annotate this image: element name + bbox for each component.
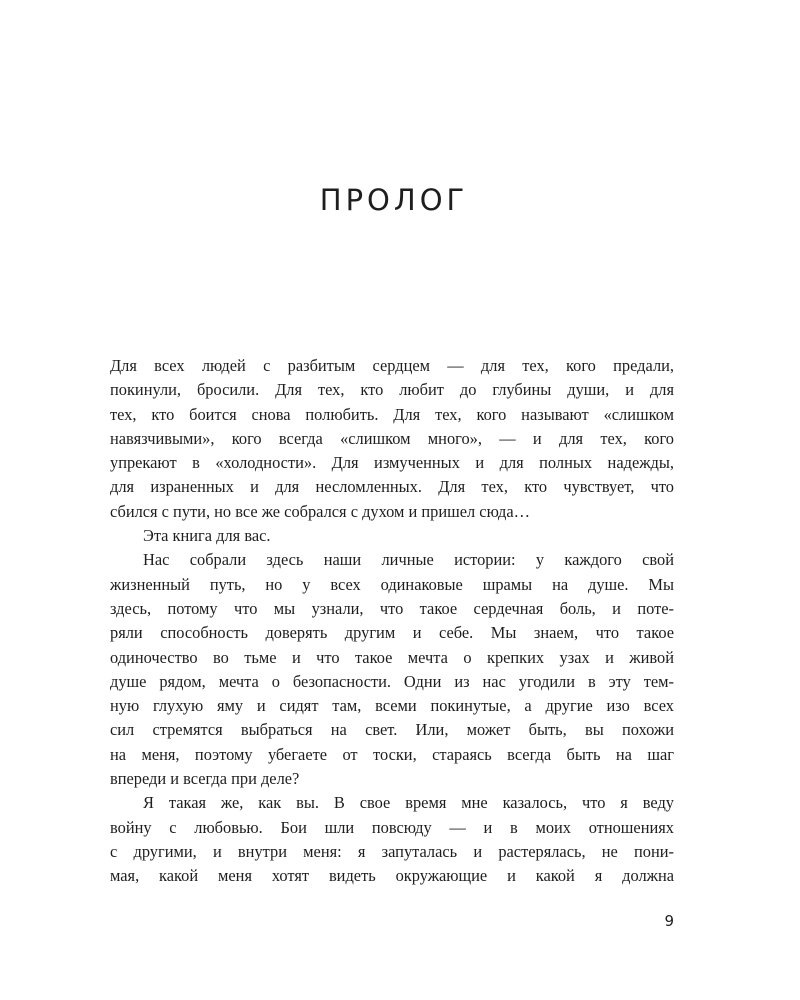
text-line: на меня, поэтому убегаете от тоски, стараясь всегда быть на шаг xyxy=(110,744,674,764)
text-line: упрекают в «холодности». Для измученных и для полных надежды, xyxy=(110,453,674,473)
text-line: Для всех людей с разбитым сердцем — для тех, кого предали, xyxy=(110,356,674,375)
text-line: здесь, потому что мы узнали, что такое сердечная боль, и поте- xyxy=(110,598,674,618)
text-line: впереди и всегда при деле? xyxy=(110,769,300,789)
text-line: Я такая же, как вы. В свое время мне казалось, что я веду xyxy=(143,793,674,813)
prologue-body xyxy=(110,354,674,889)
text-line: сбился с пути, но все же собрался с духом и пришел сюда… xyxy=(110,501,531,521)
text-line: сил стремятся выбраться на свет. Или, может быть, вы похожи xyxy=(110,720,674,740)
text-line: покинули, бросили. Для тех, кто любит до глубины души, и для xyxy=(110,380,674,400)
page-number: 9 xyxy=(664,912,674,930)
text-line: мая, какой меня хотят видеть окружающие и какой я должна xyxy=(110,866,674,886)
text-line: навязчивыми», кого всегда «слишком много», — и для тех, кого xyxy=(110,428,674,448)
text-line: душе рядом, мечта о безопасности. Одни из нас угодили в эту тем- xyxy=(110,671,674,691)
chapter-title: ПРОЛОГ xyxy=(319,183,469,217)
text-line: одиночество во тьме и что такое мечта о крепких узах и живой xyxy=(110,647,674,667)
text-line: для израненных и для несломленных. Для тех, кто чувствует, что xyxy=(110,477,674,497)
text-line: тех, кто боится снова полюбить. Для тех, кого называют «слишком xyxy=(110,404,674,424)
text-line: ряли способность доверять другим и себе. Мы знаем, что такое xyxy=(110,623,674,643)
text-line: ную глухую яму и сидят там, всеми покинутые, а другие изо всех xyxy=(110,696,674,716)
text-line: Нас собрали здесь наши личные истории: у каждого свой xyxy=(143,550,674,570)
text-line: войну с любовью. Бои шли повсюду — и в моих отношениях xyxy=(110,817,674,837)
text-line: Эта книга для вас. xyxy=(143,526,271,546)
text-line: с другими, и внутри меня: я запуталась и растерялась, не пони- xyxy=(110,841,674,861)
text-line: жизненный путь, но у всех одинаковые шрамы на душе. Мы xyxy=(110,574,674,594)
